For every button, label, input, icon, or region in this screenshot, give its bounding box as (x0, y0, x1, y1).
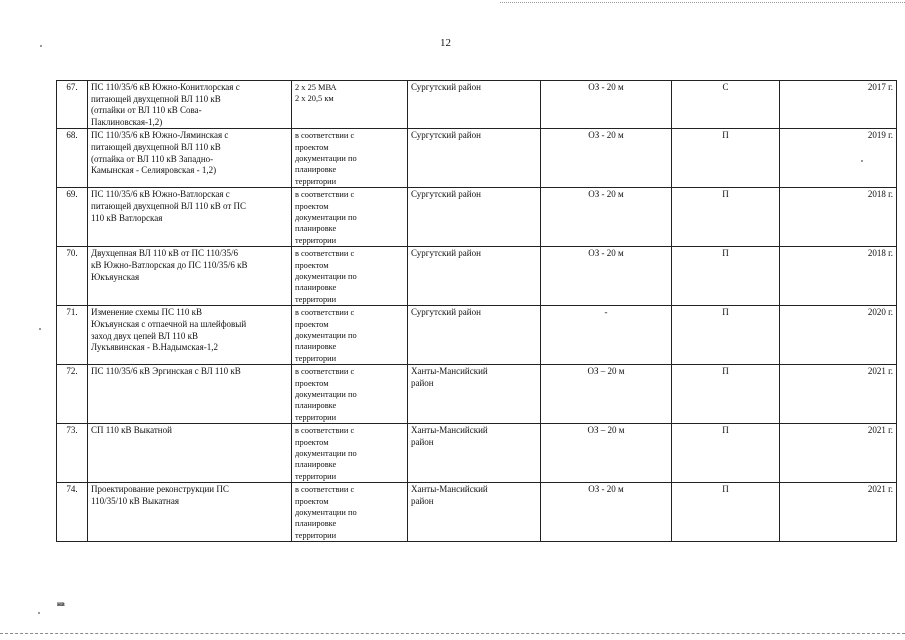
name-line: ПС 110/35/6 кВ Южно-Ляминская с (91, 130, 229, 141)
name-line: питающей двухцепной ВЛ 110 кВ (91, 141, 221, 152)
name-line: ПС 110/35/6 кВ Эргинская с ВЛ 110 кВ (91, 366, 241, 377)
params-line: планировке (295, 460, 337, 470)
params-line: территории (295, 235, 337, 245)
year-cell: 2018 г. (780, 247, 897, 306)
location-line: Ханты-Мансийский (411, 366, 488, 377)
params-line: в соответствии с (295, 190, 355, 200)
scan-edge-bottom (0, 633, 905, 634)
params-line: документации по (295, 330, 357, 340)
params-line: проектом (295, 378, 329, 388)
page-number: 12 (440, 37, 451, 49)
parameters-cell (292, 129, 408, 188)
status-cell: П (672, 365, 780, 424)
params-line: проектом (295, 260, 329, 270)
table-row (57, 365, 897, 424)
params-line: в соответствии с (295, 249, 355, 259)
params-line: территории (295, 412, 337, 422)
params-line: в соответствии с (295, 367, 355, 377)
location-cell (408, 247, 541, 306)
protection-zone-cell: ОЗ - 20 м (541, 247, 672, 306)
params-line: проектом (295, 496, 329, 506)
year-cell: 2021 г. (780, 365, 897, 424)
scan-speck (40, 45, 42, 47)
params-line: в соответствии с (295, 485, 355, 495)
params-line: планировке (295, 165, 337, 175)
year-cell: 2021 г. (780, 483, 897, 542)
location-line: Сургутский район (411, 130, 481, 141)
table-row (57, 483, 897, 542)
status-cell: П (672, 483, 780, 542)
params-line: планировке (295, 224, 337, 234)
table-row (57, 188, 897, 247)
name-line: питающей двухцепной ВЛ 110 кВ от ПС (91, 200, 247, 211)
params-line: документации по (295, 271, 357, 281)
params-line: документации по (295, 389, 357, 399)
name-line: Паклиновская-1,2) (91, 116, 163, 127)
facility-name-cell (88, 81, 292, 129)
params-line: 2 х 20,5 км (295, 94, 334, 104)
status-cell: П (672, 247, 780, 306)
facilities-table-body (57, 81, 897, 542)
name-line: ПС 110/35/6 кВ Южно-Ватлорская с (91, 189, 230, 200)
params-line: проектом (295, 201, 329, 211)
name-line: Камынская - Селияровская - 1,2) (91, 165, 217, 176)
params-line: территории (295, 294, 337, 304)
row-number-cell: 73. (57, 424, 88, 483)
location-line: Сургутский район (411, 248, 481, 259)
row-number-cell: 70. (57, 247, 88, 306)
params-line: 2 х 25 МВА (295, 83, 337, 92)
protection-zone-cell: ОЗ – 20 м (541, 365, 672, 424)
params-line: в соответствии с (295, 426, 355, 436)
year-cell: 2018 г. (780, 188, 897, 247)
params-line: документации по (295, 212, 357, 222)
row-number-cell: 74. (57, 483, 88, 542)
params-line: планировке (295, 401, 337, 411)
location-cell (408, 129, 541, 188)
params-line: территории (295, 471, 337, 481)
facility-name-cell (88, 247, 292, 306)
year-cell: 2021 г. (780, 424, 897, 483)
params-line: территории (295, 353, 337, 363)
params-line: планировке (295, 283, 337, 293)
name-line: кВ Южно-Ватлорская до ПС 110/35/6 кВ (91, 259, 248, 270)
facility-name-cell (88, 424, 292, 483)
row-number-cell: 71. (57, 306, 88, 365)
status-cell: П (672, 306, 780, 365)
params-line: проектом (295, 319, 329, 329)
parameters-cell (292, 81, 408, 129)
location-line: район (411, 377, 434, 388)
name-line: (отпайки от ВЛ 110 кВ Сова- (91, 105, 202, 116)
facility-name-cell (88, 365, 292, 424)
status-cell: П (672, 424, 780, 483)
scan-edge-top (500, 2, 905, 3)
name-line: СП 110 кВ Выкатной (91, 425, 172, 436)
scan-speck (39, 328, 41, 330)
facility-name-cell (88, 188, 292, 247)
params-line: в соответствии с (295, 308, 355, 318)
table-row (57, 424, 897, 483)
table-row (57, 247, 897, 306)
facility-name-cell (88, 483, 292, 542)
params-line: документации по (295, 153, 357, 163)
table-row (57, 129, 897, 188)
params-line: документации по (295, 448, 357, 458)
name-line: питающей двухцепной ВЛ 110 кВ (91, 93, 221, 104)
name-line: Юкъяунская с отпаечной на шлейфовый (91, 318, 247, 329)
table-row (57, 81, 897, 129)
row-number-cell: 68. (57, 129, 88, 188)
params-line: территории (295, 176, 337, 186)
location-line: район (411, 436, 434, 447)
location-line: Сургутский район (411, 189, 481, 200)
status-cell: П (672, 188, 780, 247)
params-line: документации по (295, 507, 357, 517)
location-line: Сургутский район (411, 307, 481, 318)
facility-name-cell (88, 306, 292, 365)
name-line: 110/35/10 кВ Выкатная (91, 495, 179, 506)
facilities-table (56, 80, 897, 542)
row-number-cell: 67. (57, 81, 88, 129)
location-line: Ханты-Мансийский (411, 484, 488, 495)
footer-mark: нв (57, 600, 65, 608)
name-line: Юкъяунская (91, 271, 140, 282)
name-line: Лукъявинская - В.Надымская-1,2 (91, 342, 218, 353)
protection-zone-cell: - (541, 306, 672, 365)
params-line: планировке (295, 342, 337, 352)
params-line: планировке (295, 519, 337, 529)
location-cell (408, 81, 541, 129)
protection-zone-cell: ОЗ - 20 м (541, 81, 672, 129)
location-line: Ханты-Мансийский (411, 425, 488, 436)
protection-zone-cell: ОЗ – 20 м (541, 424, 672, 483)
location-line: Сургутский район (411, 82, 481, 92)
parameters-cell (292, 365, 408, 424)
params-line: проектом (295, 437, 329, 447)
name-line: Двухцепная ВЛ 110 кВ от ПС 110/35/6 (91, 248, 238, 259)
parameters-cell (292, 424, 408, 483)
year-cell: 2017 г. (780, 81, 897, 129)
location-cell (408, 306, 541, 365)
params-line: проектом (295, 142, 329, 152)
protection-zone-cell: ОЗ - 20 м (541, 129, 672, 188)
location-cell (408, 365, 541, 424)
parameters-cell (292, 483, 408, 542)
scan-speck (38, 612, 40, 614)
parameters-cell (292, 188, 408, 247)
name-line: Изменение схемы ПС 110 кВ (91, 307, 202, 318)
protection-zone-cell: ОЗ - 20 м (541, 483, 672, 542)
protection-zone-cell: ОЗ - 20 м (541, 188, 672, 247)
parameters-cell (292, 306, 408, 365)
params-line: территории (295, 530, 337, 540)
year-cell: 2019 г. (780, 129, 897, 188)
status-cell: П (672, 129, 780, 188)
row-number-cell: 69. (57, 188, 88, 247)
table-row (57, 306, 897, 365)
scan-speck (861, 160, 863, 162)
location-line: район (411, 495, 434, 506)
name-line: 110 кВ Ватлорская (91, 212, 163, 223)
location-cell (408, 188, 541, 247)
row-number-cell: 72. (57, 365, 88, 424)
location-cell (408, 424, 541, 483)
name-line: заход двух цепей ВЛ 110 кВ (91, 330, 199, 341)
name-line: (отпайка от ВЛ 110 кВ Западно- (91, 153, 214, 164)
year-cell: 2020 г. (780, 306, 897, 365)
name-line: Проектирование реконструкции ПС (91, 484, 229, 495)
status-cell: С (672, 81, 780, 129)
location-cell (408, 483, 541, 542)
parameters-cell (292, 247, 408, 306)
params-line: в соответствии с (295, 131, 355, 141)
name-line: ПС 110/35/6 кВ Южно-Конитлорская с (91, 82, 240, 92)
facility-name-cell (88, 129, 292, 188)
